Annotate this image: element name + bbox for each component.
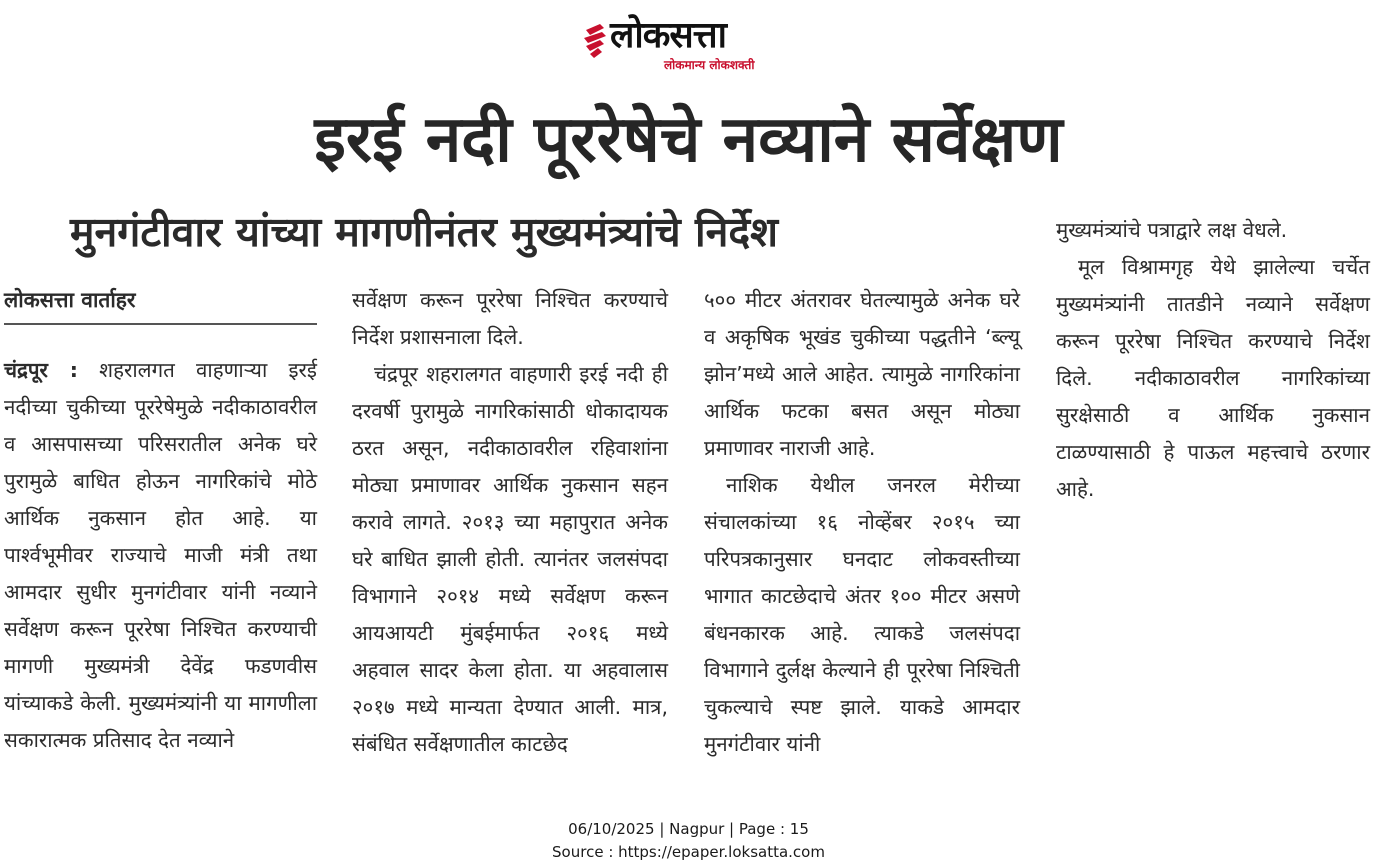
article-paragraph: ५०० मीटर अंतरावर घेतल्यामुळे अनेक घरे व अकृषिक भूखंड चुकीच्या पद्धतीने ‘ब्ल्यू झोन’मध्ये आले आहेत. त्यामुळे नागरिकांना आर्थिक फटका बसत असून मोठ्या प्रमाणावर नाराजी आहे. — [704, 288, 1020, 460]
article-column-4 — [1056, 212, 1370, 508]
article-paragraph: मूल विश्रामगृह येथे झालेल्या चर्चेत मुख्यमंत्र्यांनी तातडीने नव्याने सर्वेक्षण करून पूररेषा निश्चित करण्याचे निर्देश दिले. नदीकाठावरील नागरिकांच्या सुरक्षेसाठी व आर्थिक नुकसान टाळण्यासाठी हे पाऊल महत्त्वाचे ठरणार आहे. — [1056, 255, 1370, 501]
page-info: 06/10/2025 | Nagpur | Page : 15 — [568, 820, 809, 838]
masthead-tagline: लोकमान्य लोकशक्ती — [664, 58, 755, 72]
source-line: Source : https://epaper.loksatta.com — [552, 843, 825, 861]
article-paragraph: सर्वेक्षण करून पूररेषा निश्चित करण्याचे निर्देश प्रशासनाला दिले. — [352, 288, 668, 349]
byline-divider — [4, 323, 317, 325]
article-column-3 — [704, 282, 1020, 763]
article-headline: इरई नदी पूररेषेचे नव्याने सर्वेक्षण — [314, 103, 1063, 177]
article-paragraph: नाशिक येथील जनरल मेरीच्या संचालकांच्या १६ नोव्हेंबर २०१५ च्या परिपत्रकानुसार घनदाट लोकवस्तीच्या भागात काटछेदाचे अंतर १०० मीटर असणे बंधनकारक आहे. त्याकडे जलसंपदा विभागाने दुर्लक्ष केल्याने ही पूररेषा निश्चिती चुकल्याचे स्पष्ट झाले. याकडे आमदार मुनगंटीवार यांनी — [704, 473, 1020, 756]
article-subheadline: मुनगंटीवार यांच्या मागणीनंतर मुख्यमंत्र्यांचे निर्देश — [70, 208, 778, 256]
article-column-1 — [4, 352, 317, 759]
masthead — [580, 14, 810, 74]
article-paragraph — [4, 352, 317, 759]
article-byline: लोकसत्ता वार्ताहर — [4, 288, 136, 312]
article-paragraph: मुख्यमंत्र्यांचे पत्राद्वारे लक्ष वेधले. — [1056, 218, 1288, 242]
article-column-1-text: शहरालगत वाहणाऱ्या इरई नदीच्या चुकीच्या पूररेषेमुळे नदीकाठावरील व आसपासच्या परिसरातील अनेक घरे पुरामुळे बाधित होऊन नागरिकांचे मोठे आर्थिक नुकसान होत आहे. या पार्श्वभूमीवर राज्याचे माजी मंत्री तथा आमदार सुधीर मुनगंटीवार यांनी नव्याने सर्वेक्षण करून पूररेषा निश्चित करण्याची मागणी मुख्यमंत्री देवेंद्र फडणवीस यांच्याकडे केली. मुख्यमंत्र्यांनी या मागणीला सकारात्मक प्रतिसाद देत नव्याने — [4, 358, 317, 752]
article-dateline: चंद्रपूर : — [4, 358, 78, 382]
loksatta-logo-mark-icon — [582, 24, 608, 58]
masthead-logo: लोकसत्ता — [610, 15, 726, 56]
article-column-2 — [352, 282, 668, 763]
article-paragraph: चंद्रपूर शहरालगत वाहणारी इरई नदी ही दरवर्षी पुरामुळे नागरिकांसाठी धोकादायक ठरत असून, नदीकाठावरील रहिवाशांना मोठ्या प्रमाणावर आर्थिक नुकसान सहन करावे लागते. २०१३ च्या महापुरात अनेक घरे बाधित झाली होती. त्यानंतर जलसंपदा विभागाने २०१४ मध्ये सर्वेक्षण करून आयआयटी मुंबईमार्फत २०१६ मध्ये अहवाल सादर केला होता. या अहवालास २०१७ मध्ये मान्यता देण्यात आली. मात्र, संबंधित सर्वेक्षणातील काटछेद — [352, 362, 668, 756]
